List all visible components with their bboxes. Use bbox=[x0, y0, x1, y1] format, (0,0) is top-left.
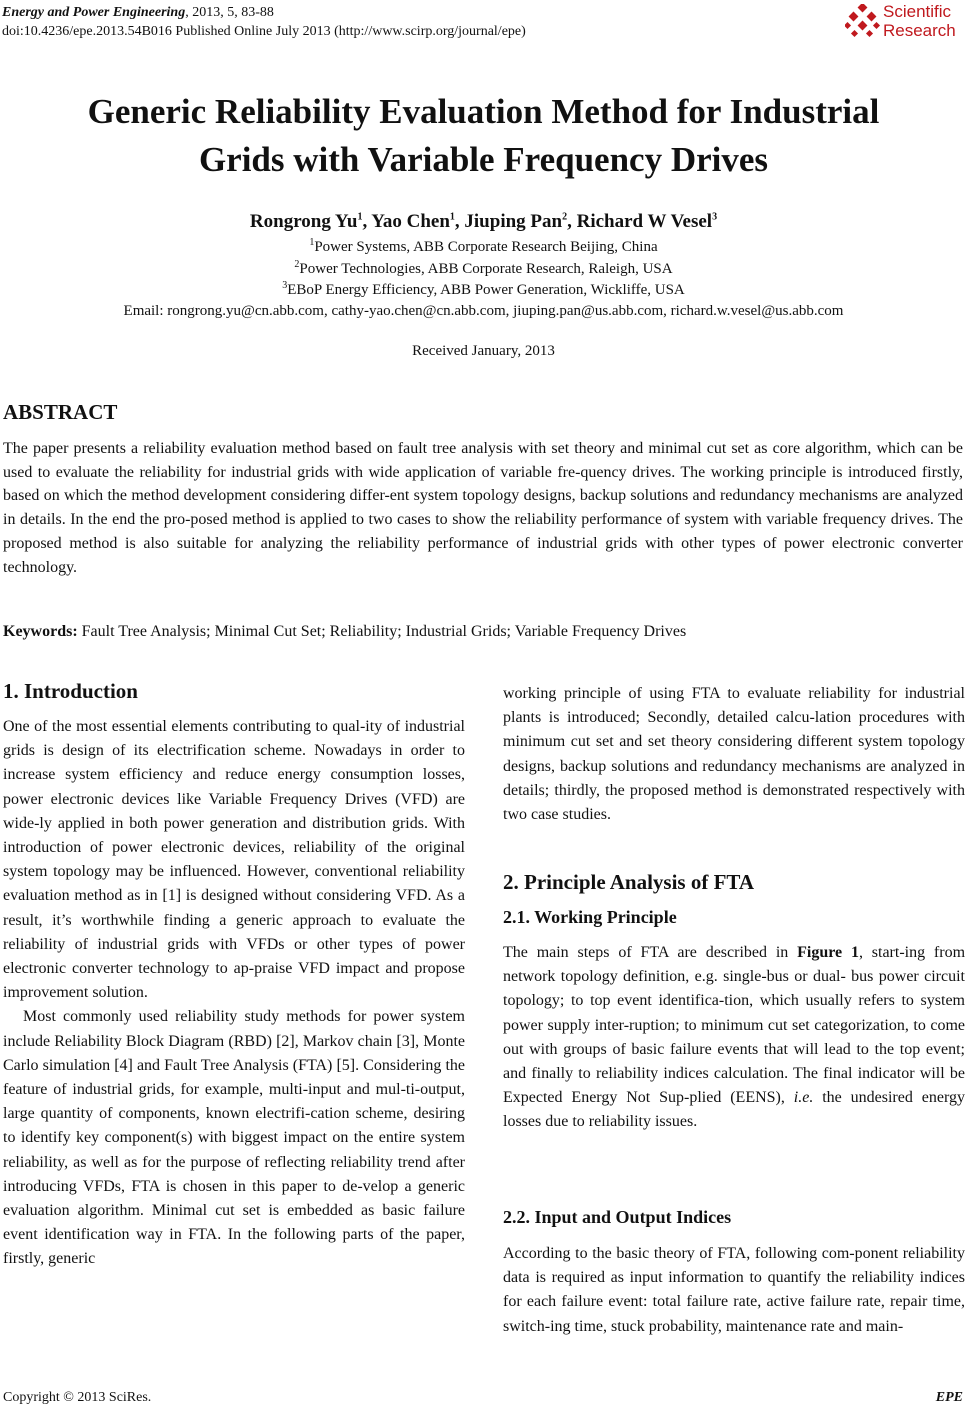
author-name: Yao Chen bbox=[371, 211, 450, 232]
paragraph: working principle of using FTA to evaluate reliability for industrial plants is introduced; Secondly, detailed calcu-lation procedures with minimum cut set and set theory considering different system topology designs, backup solutions and redundancy mechanisms are analyzed in details; thirdly, the proposed method is demonstrated respectively with two case studies. bbox=[503, 685, 965, 824]
author-list: Rongrong Yu$^1$, Yao Chen$^1$, Jiuping Pan$^2$, Richard W Vesel$^3$ bbox=[249, 211, 718, 232]
journal-name: Energy and Power Engineering bbox=[2, 5, 186, 20]
body-column-right-bottom bbox=[503, 1242, 965, 1339]
subsection-heading: 2.2. Input and Output Indices bbox=[503, 1207, 732, 1227]
publisher-logo bbox=[843, 0, 961, 44]
paragraph: The main steps of FTA are described in Figure 1, start-ing from network topology definition, e.g. single-bus or dual- bus power circuit topology; to top event identifica-tion, which usually refers to system power supply inter-ruption; to minimum cut set categorization, to come out with groups of basic failure events that will lead to the top event; and finally to reliability indices calculation. The final indicator will be Expected Energy Not Sup-plied (EENS), i.e. the undesired energy losses due to reliability issues. bbox=[503, 944, 966, 1131]
journal-citation: , 2013, 5, 83-88 bbox=[185, 5, 274, 20]
publisher-logo-icon bbox=[845, 4, 881, 40]
received-date: Received January, 2013 bbox=[412, 343, 555, 359]
abstract-text: The paper presents a reliability evaluation method based on fault tree analysis with set theory and minimal cut set as core algorithm, which can be used to evaluate the reliability for industrial grids with wide application of variable fre-quency drives. The working principle is introduced firstly, based on which the method development considering differ-ent system topology designs, backup solutions and redundancy mechanisms are analyzed in details. In the end the pro-posed method is applied to two cases to show the reliability performance of system with variable frequency drives. The proposed method is also suitable for analyzing the reliability performance of industrial grids with other types of power electronic converter technology. bbox=[3, 440, 963, 576]
author-name: Jiuping Pan bbox=[464, 211, 563, 232]
abstract-heading: ABSTRACT bbox=[3, 400, 118, 424]
figure-reference: Figure 1 bbox=[797, 944, 859, 961]
affiliation: $^2$Power Technologies, ABB Corporate Research, Raleigh, USA bbox=[294, 259, 673, 277]
keywords bbox=[3, 623, 686, 641]
author-name: Richard W Vesel bbox=[576, 211, 713, 232]
paragraph: According to the basic theory of FTA, following com-ponent reliability data is required as input information to quantify the reliability indices for each failure event: total failure rate, active failure rate, repair time, switch-ing time, stuck probability, maintenance rate and main- bbox=[503, 1245, 965, 1335]
keywords-label: Keywords: bbox=[3, 623, 78, 640]
affiliation: $^3$EBoP Energy Efficiency, ABB Power Generation, Wickliffe, USA bbox=[282, 280, 685, 298]
doi-line: doi:10.4236/epe.2013.54B016 Published Online July 2013 (http://www.scirp.org/journal/epe) bbox=[2, 24, 526, 39]
paragraph: Most commonly used reliability study methods for power system include Reliability Block Diagram (RBD) [2], Markov chain [3], Monte Carlo simulation [4] and Fault Tree Analysis (FTA) [5]. Considering the feature of industrial grids, for example, multi-input and mul-ti-output, large quantity of components, known electrifi-cation scheme, desiring to identify key component(s) with biggest impact on the entire system reliability, as well as for the purpose of reflecting reliability trend after introducing VFDs, FTA is chosen in this paper to de-velop a generic evaluation algorithm. Minimal cut set is embedded as basic failure event identification way in FTA. In the following parts of the paper, firstly, generic bbox=[3, 1008, 465, 1268]
journal-header bbox=[2, 3, 526, 41]
body-column-right bbox=[503, 682, 965, 827]
subsection-heading: 2.1. Working Principle bbox=[503, 907, 677, 927]
section-heading: 2. Principle Analysis of FTA bbox=[503, 870, 755, 894]
section-heading: 1. Introduction bbox=[3, 679, 138, 703]
journal-abbreviation: EPE bbox=[935, 1390, 963, 1405]
email-line: Email: rongrong.yu@cn.abb.com, cathy-yao.chen@cn.abb.com, jiuping.pan@us.abb.com, richard.w.vesel@us.abb.com bbox=[123, 303, 844, 319]
author-name: Rongrong Yu bbox=[249, 211, 358, 232]
copyright-notice: Copyright © 2013 SciRes. bbox=[3, 1390, 152, 1405]
body-column-left bbox=[3, 715, 465, 1272]
affiliation: $^1$Power Systems, ABB Corporate Research Beijing, China bbox=[309, 237, 658, 255]
paper-title: Generic Reliability Evaluation Method for Industrial Grids with Variable Frequency Drives bbox=[87, 92, 880, 179]
publisher-logo-text: Scientific Research bbox=[883, 2, 956, 40]
paragraph: One of the most essential elements contributing to qual-ity of industrial grids is design of its electrification scheme. Nowadays in order to increase system efficiency and reduce energy consumption losses, power electronic devices like Variable Frequency Drives (VFD) are wide-ly applied in both power generation and distribution grids. With introduction of power electronic devices, reliability of the original system topology may be influenced. However, conventional reliability evaluation method as in [1] is designed without considering VFD. As a result, it’s worthwhile finding a generic approach to evaluate the reliability of industrial grids with VFDs or other types of power electronic converter technology to ap-praise VFD impact and propose improvement solution. bbox=[3, 718, 465, 1002]
keywords-text: Fault Tree Analysis; Minimal Cut Set; Reliability; Industrial Grids; Variable Frequency Drives bbox=[77, 623, 687, 640]
